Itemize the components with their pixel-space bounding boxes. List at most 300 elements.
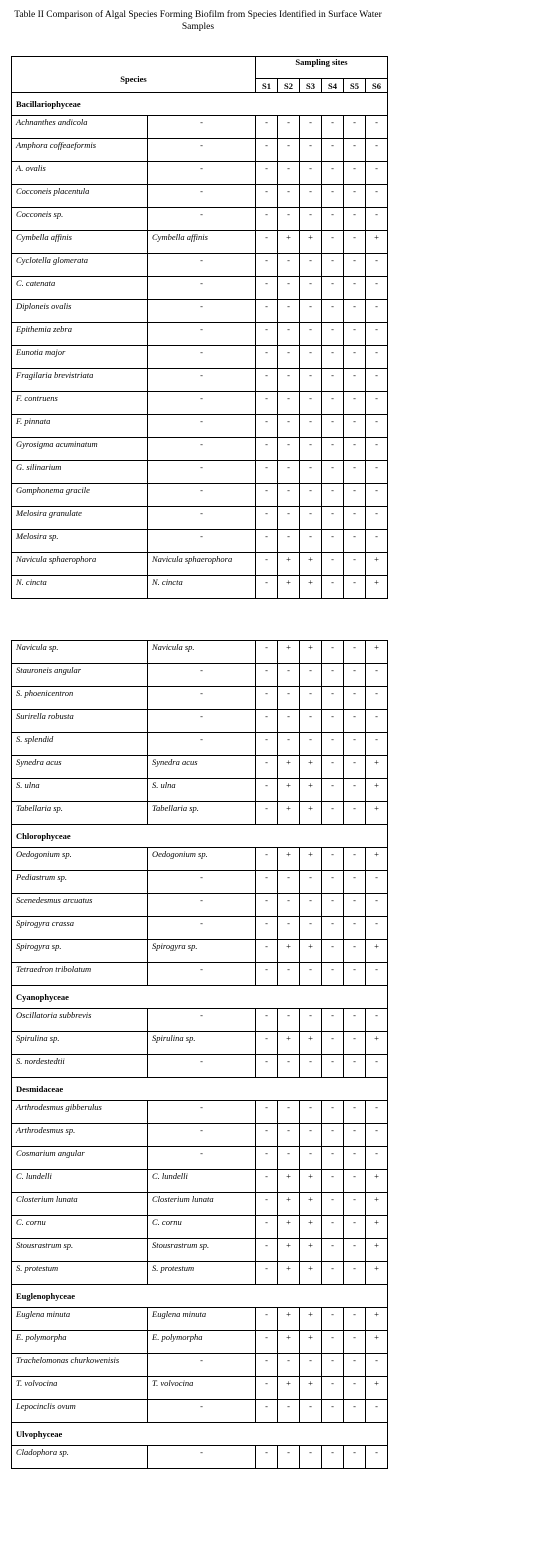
table-row: [12, 507, 388, 530]
site-value: -: [278, 185, 300, 208]
species-name: Spirulina sp.: [12, 1032, 148, 1055]
site-value: +: [278, 576, 300, 599]
table-row: [12, 1331, 388, 1354]
site-value: -: [322, 185, 344, 208]
biofilm-species: Spirulina sp.: [148, 1032, 256, 1055]
site-value: -: [344, 139, 366, 162]
site-value: -: [278, 1354, 300, 1377]
site-value: -: [278, 438, 300, 461]
biofilm-species: -: [148, 507, 256, 530]
site-value: +: [300, 779, 322, 802]
site-value: -: [256, 254, 278, 277]
table-row: [12, 1239, 388, 1262]
site-value: +: [278, 848, 300, 871]
site-value: -: [344, 231, 366, 254]
table-row: [12, 963, 388, 986]
biofilm-species: -: [148, 461, 256, 484]
site-value: +: [366, 779, 388, 802]
site-value: +: [300, 1216, 322, 1239]
site-value: -: [322, 687, 344, 710]
species-name: Gyrosigma acuminatum: [12, 438, 148, 461]
site-value: -: [344, 185, 366, 208]
site-value: -: [300, 162, 322, 185]
site-value: -: [344, 917, 366, 940]
table-row: [12, 1262, 388, 1285]
table-row: [12, 779, 388, 802]
site-value: +: [366, 576, 388, 599]
biofilm-species: -: [148, 1124, 256, 1147]
species-name: Pediastrum sp.: [12, 871, 148, 894]
site-value: -: [256, 710, 278, 733]
site-value: -: [344, 963, 366, 986]
biofilm-species: -: [148, 710, 256, 733]
site-value: -: [344, 530, 366, 553]
site-value: +: [278, 231, 300, 254]
site-value: +: [300, 1308, 322, 1331]
site-value: -: [300, 687, 322, 710]
site-value: +: [300, 756, 322, 779]
table-row: [12, 687, 388, 710]
biofilm-species: S. ulna: [148, 779, 256, 802]
site-value: -: [344, 1239, 366, 1262]
biofilm-species: N. cincta: [148, 576, 256, 599]
site-value: -: [322, 1193, 344, 1216]
site-value: -: [300, 1354, 322, 1377]
site-value: -: [344, 1216, 366, 1239]
site-value: -: [256, 369, 278, 392]
site-value: +: [300, 553, 322, 576]
site-value: -: [300, 208, 322, 231]
biofilm-species: -: [148, 530, 256, 553]
biofilm-species: Oedogonium sp.: [148, 848, 256, 871]
site-value: -: [256, 1354, 278, 1377]
site-value: -: [300, 484, 322, 507]
site-value: -: [366, 369, 388, 392]
species-name: Scenedesmus arcuatus: [12, 894, 148, 917]
biofilm-species: -: [148, 185, 256, 208]
family-row: [12, 93, 388, 116]
site-value: -: [366, 277, 388, 300]
species-name: Euglena minuta: [12, 1308, 148, 1331]
site-value: -: [300, 917, 322, 940]
site-value: +: [300, 231, 322, 254]
species-name: Surirella robusta: [12, 710, 148, 733]
site-value: -: [278, 1124, 300, 1147]
family-name: Cyanophyceae: [12, 986, 388, 1009]
site-value: -: [322, 208, 344, 231]
site-value: -: [366, 208, 388, 231]
site-value: -: [300, 392, 322, 415]
site-value: -: [256, 346, 278, 369]
site-value: -: [322, 710, 344, 733]
biofilm-species: Tabellaria sp.: [148, 802, 256, 825]
family-row: [12, 1423, 388, 1446]
biofilm-species: -: [148, 664, 256, 687]
site-value: -: [344, 1009, 366, 1032]
site-value: -: [366, 507, 388, 530]
site-value: -: [344, 484, 366, 507]
site-value: -: [344, 438, 366, 461]
site-value: +: [278, 1170, 300, 1193]
site-value: -: [322, 1124, 344, 1147]
table-row: [12, 1147, 388, 1170]
table-row: [12, 710, 388, 733]
biofilm-species: T. volvocina: [148, 1377, 256, 1400]
site-value: -: [256, 415, 278, 438]
species-name: N. cincta: [12, 576, 148, 599]
site-value: -: [256, 277, 278, 300]
site-value: -: [278, 139, 300, 162]
site-value: -: [300, 277, 322, 300]
species-name: Spirogyra crassa: [12, 917, 148, 940]
biofilm-species: -: [148, 369, 256, 392]
site-value: -: [322, 1308, 344, 1331]
site-value: -: [300, 507, 322, 530]
sampling-sites-header: Sampling sites: [256, 57, 388, 79]
site-value: -: [256, 1446, 278, 1469]
site-value: -: [300, 369, 322, 392]
site-value: -: [366, 185, 388, 208]
table-row: [12, 1170, 388, 1193]
site-value: -: [344, 369, 366, 392]
site-value: -: [278, 392, 300, 415]
species-name: Oscillatoria subbrevis: [12, 1009, 148, 1032]
site-value: -: [256, 963, 278, 986]
site-value: -: [300, 963, 322, 986]
site-value: +: [366, 756, 388, 779]
table-row: [12, 848, 388, 871]
site-value: -: [344, 323, 366, 346]
site-value: -: [366, 323, 388, 346]
site-value: -: [322, 231, 344, 254]
table-row: [12, 664, 388, 687]
site-value: -: [344, 507, 366, 530]
species-name: A. ovalis: [12, 162, 148, 185]
site-value: -: [322, 871, 344, 894]
biofilm-species: -: [148, 139, 256, 162]
site-value: -: [256, 1101, 278, 1124]
site-value: -: [344, 1331, 366, 1354]
site-value: +: [300, 1377, 322, 1400]
site-value: -: [344, 576, 366, 599]
site-value: -: [322, 664, 344, 687]
site-value: -: [344, 779, 366, 802]
species-name: S. ulna: [12, 779, 148, 802]
site-value: -: [256, 1216, 278, 1239]
site-value: -: [344, 415, 366, 438]
species-name: Stousrastrum sp.: [12, 1239, 148, 1262]
site-value: -: [366, 963, 388, 986]
site-value: -: [322, 1055, 344, 1078]
site-value: -: [256, 848, 278, 871]
site-value: +: [278, 779, 300, 802]
site-value: -: [300, 733, 322, 756]
species-name: F. contruens: [12, 392, 148, 415]
site-value: -: [344, 461, 366, 484]
species-name: C. catenata: [12, 277, 148, 300]
site-value: -: [366, 664, 388, 687]
site-value: -: [366, 1055, 388, 1078]
table-row: [12, 461, 388, 484]
biofilm-species: Cymbella affinis: [148, 231, 256, 254]
table-row: [12, 1377, 388, 1400]
species-name: Trachelomonas churkowenisis: [12, 1354, 148, 1377]
site-header: S2: [278, 79, 300, 93]
site-value: -: [322, 1354, 344, 1377]
site-value: +: [278, 1262, 300, 1285]
site-value: -: [366, 1400, 388, 1423]
site-value: -: [344, 116, 366, 139]
species-name: C. lundelli: [12, 1170, 148, 1193]
site-value: +: [366, 1216, 388, 1239]
species-name: Lepocinclis ovum: [12, 1400, 148, 1423]
family-row: [12, 1285, 388, 1308]
species-name: Eunotia major: [12, 346, 148, 369]
site-value: -: [278, 1147, 300, 1170]
site-value: +: [278, 1377, 300, 1400]
site-value: -: [322, 1331, 344, 1354]
site-value: -: [344, 162, 366, 185]
biofilm-species: -: [148, 894, 256, 917]
site-value: -: [256, 756, 278, 779]
site-value: +: [366, 641, 388, 664]
site-value: -: [322, 116, 344, 139]
site-value: -: [300, 1400, 322, 1423]
site-value: +: [300, 1032, 322, 1055]
site-value: -: [300, 185, 322, 208]
site-header: S3: [300, 79, 322, 93]
table-row: [12, 369, 388, 392]
site-value: -: [278, 484, 300, 507]
site-value: +: [300, 848, 322, 871]
site-value: -: [256, 208, 278, 231]
site-value: -: [256, 300, 278, 323]
species-table-part-2: [11, 640, 388, 1469]
site-value: -: [322, 346, 344, 369]
biofilm-species: -: [148, 733, 256, 756]
site-value: -: [278, 162, 300, 185]
site-value: -: [256, 940, 278, 963]
biofilm-species: -: [148, 963, 256, 986]
site-value: -: [256, 1239, 278, 1262]
site-value: -: [256, 461, 278, 484]
species-name: Navicula sphaerophora: [12, 553, 148, 576]
site-header: S5: [344, 79, 366, 93]
biofilm-species: -: [148, 415, 256, 438]
site-value: -: [256, 779, 278, 802]
site-value: -: [278, 1400, 300, 1423]
species-name: Synedra acus: [12, 756, 148, 779]
site-value: -: [344, 208, 366, 231]
site-value: +: [300, 641, 322, 664]
site-value: -: [322, 894, 344, 917]
site-value: +: [278, 1193, 300, 1216]
site-value: -: [344, 1147, 366, 1170]
table-row: [12, 1193, 388, 1216]
site-value: -: [344, 1308, 366, 1331]
site-value: +: [300, 802, 322, 825]
species-name: S. protestum: [12, 1262, 148, 1285]
species-name: Navicula sp.: [12, 641, 148, 664]
site-value: -: [278, 710, 300, 733]
site-value: -: [322, 254, 344, 277]
biofilm-species: -: [148, 346, 256, 369]
table-row: [12, 641, 388, 664]
site-value: -: [256, 162, 278, 185]
site-value: +: [278, 1032, 300, 1055]
site-value: -: [344, 1055, 366, 1078]
site-value: -: [256, 1124, 278, 1147]
table-row: [12, 415, 388, 438]
site-value: +: [278, 641, 300, 664]
site-value: -: [344, 641, 366, 664]
site-value: -: [300, 346, 322, 369]
species-name: Cocconeis sp.: [12, 208, 148, 231]
biofilm-species: C. cornu: [148, 1216, 256, 1239]
biofilm-species: -: [148, 1400, 256, 1423]
site-header: S6: [366, 79, 388, 93]
biofilm-species: -: [148, 917, 256, 940]
site-value: -: [278, 1055, 300, 1078]
site-value: -: [366, 415, 388, 438]
species-name: Cymbella affinis: [12, 231, 148, 254]
site-value: -: [344, 1101, 366, 1124]
site-value: -: [300, 1101, 322, 1124]
site-value: -: [322, 507, 344, 530]
site-value: -: [256, 1170, 278, 1193]
site-value: +: [366, 848, 388, 871]
site-value: -: [300, 1124, 322, 1147]
site-value: -: [256, 507, 278, 530]
site-value: -: [322, 1262, 344, 1285]
site-value: +: [278, 756, 300, 779]
table-row: [12, 1009, 388, 1032]
table-row: [12, 733, 388, 756]
site-value: +: [366, 1193, 388, 1216]
biofilm-species: -: [148, 300, 256, 323]
site-value: -: [322, 733, 344, 756]
site-value: -: [322, 1446, 344, 1469]
site-value: -: [256, 553, 278, 576]
biofilm-species: E. polymorpha: [148, 1331, 256, 1354]
site-value: -: [256, 802, 278, 825]
site-value: -: [278, 415, 300, 438]
site-value: -: [256, 139, 278, 162]
site-value: -: [366, 894, 388, 917]
site-value: -: [344, 1124, 366, 1147]
table-row: [12, 392, 388, 415]
site-value: -: [366, 438, 388, 461]
site-value: -: [344, 1446, 366, 1469]
site-value: -: [256, 1400, 278, 1423]
biofilm-species: -: [148, 1009, 256, 1032]
site-value: -: [256, 664, 278, 687]
site-value: -: [322, 369, 344, 392]
site-value: +: [278, 802, 300, 825]
biofilm-species: -: [148, 323, 256, 346]
site-value: -: [322, 1147, 344, 1170]
site-value: -: [366, 392, 388, 415]
table-row: [12, 553, 388, 576]
site-value: -: [256, 871, 278, 894]
family-name: Bacillariophyceae: [12, 93, 388, 116]
site-value: -: [300, 438, 322, 461]
site-value: -: [256, 687, 278, 710]
biofilm-species: Navicula sphaerophora: [148, 553, 256, 576]
site-value: -: [322, 940, 344, 963]
site-value: -: [322, 1239, 344, 1262]
site-value: +: [278, 940, 300, 963]
site-value: +: [366, 1239, 388, 1262]
site-value: -: [366, 1124, 388, 1147]
site-value: +: [278, 1331, 300, 1354]
species-name: Melosira sp.: [12, 530, 148, 553]
site-value: -: [322, 576, 344, 599]
family-name: Ulvophyceae: [12, 1423, 388, 1446]
site-value: -: [256, 530, 278, 553]
species-name: Melosira granulate: [12, 507, 148, 530]
site-value: -: [344, 254, 366, 277]
site-value: -: [344, 1193, 366, 1216]
site-value: -: [278, 300, 300, 323]
site-value: +: [278, 1308, 300, 1331]
species-name: Amphora coffeaeformis: [12, 139, 148, 162]
site-value: -: [278, 733, 300, 756]
site-value: -: [322, 392, 344, 415]
site-value: -: [300, 1446, 322, 1469]
site-value: -: [344, 664, 366, 687]
site-value: -: [322, 641, 344, 664]
family-row: [12, 825, 388, 848]
site-header: S4: [322, 79, 344, 93]
site-value: -: [256, 231, 278, 254]
site-value: +: [300, 1331, 322, 1354]
site-value: -: [278, 664, 300, 687]
site-value: -: [344, 733, 366, 756]
site-value: -: [322, 917, 344, 940]
site-value: -: [256, 1193, 278, 1216]
table-row: [12, 917, 388, 940]
site-value: -: [322, 963, 344, 986]
biofilm-species: -: [148, 871, 256, 894]
species-name: S. nordestedtii: [12, 1055, 148, 1078]
site-value: -: [344, 392, 366, 415]
table-row: [12, 871, 388, 894]
site-value: -: [344, 277, 366, 300]
site-value: -: [256, 484, 278, 507]
site-value: +: [366, 1308, 388, 1331]
site-value: -: [256, 576, 278, 599]
site-value: -: [344, 1377, 366, 1400]
biofilm-species: -: [148, 1147, 256, 1170]
site-value: -: [256, 1377, 278, 1400]
site-value: -: [366, 484, 388, 507]
species-name: Epithemia zebra: [12, 323, 148, 346]
site-value: -: [344, 687, 366, 710]
site-value: -: [366, 687, 388, 710]
site-value: -: [300, 300, 322, 323]
table-row: [12, 116, 388, 139]
site-value: -: [300, 1009, 322, 1032]
family-row: [12, 1078, 388, 1101]
site-value: -: [256, 438, 278, 461]
site-value: -: [322, 139, 344, 162]
site-value: -: [366, 1354, 388, 1377]
site-value: -: [322, 779, 344, 802]
site-value: -: [256, 1032, 278, 1055]
site-value: -: [278, 461, 300, 484]
table-row: [12, 894, 388, 917]
